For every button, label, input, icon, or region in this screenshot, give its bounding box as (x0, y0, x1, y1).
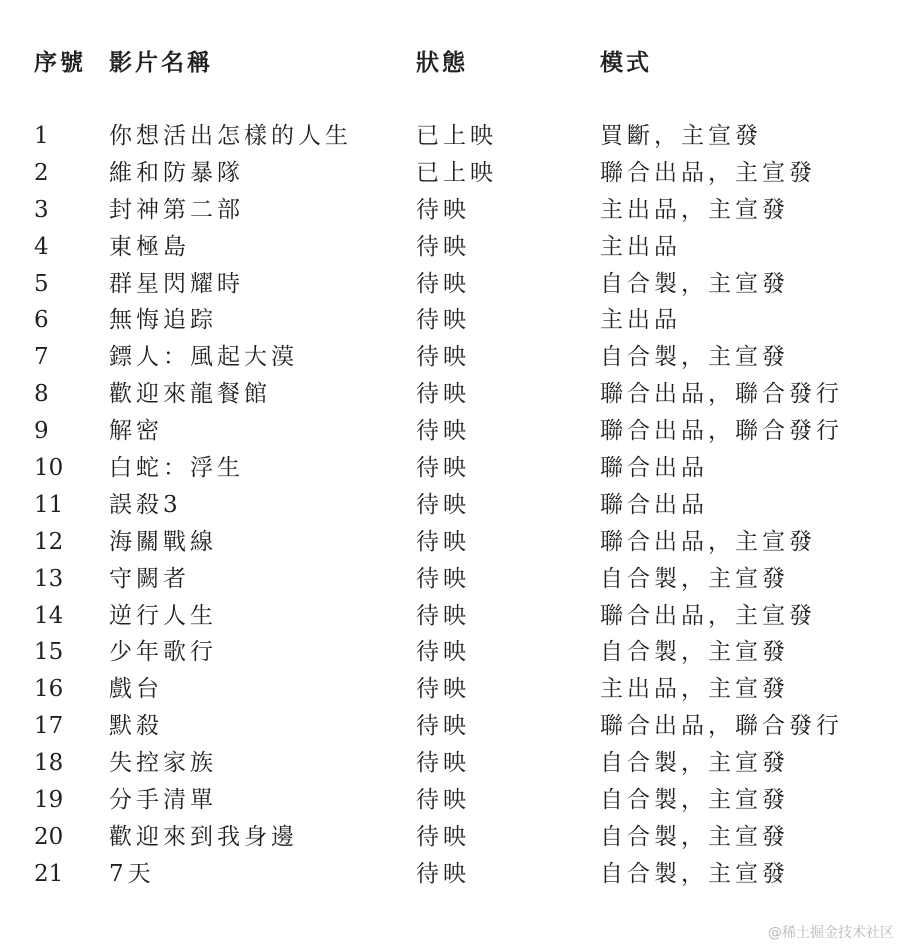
row-film-title: 海關戰線 (109, 528, 217, 555)
row-film-title: 群星閃耀時 (109, 270, 244, 297)
table-row (0, 229, 902, 266)
row-mode: 自合製，主宣發 (600, 823, 789, 850)
row-film-title: 守闕者 (109, 565, 190, 592)
row-mode: 聯合出品，主宣發 (600, 159, 816, 186)
row-film-title: 戲台 (109, 676, 163, 703)
row-film-title: 歡迎來到我身邊 (109, 823, 298, 850)
row-status: 待映 (416, 823, 470, 850)
row-mode: 聯合出品，主宣發 (600, 528, 816, 555)
row-number: 19 (34, 787, 64, 814)
row-status: 待映 (416, 307, 470, 334)
row-mode: 買斷，主宣發 (600, 123, 762, 149)
table-row (0, 339, 902, 376)
row-status: 待映 (416, 418, 470, 445)
film-table-body (0, 118, 902, 893)
row-number: 20 (34, 823, 64, 850)
row-film-title: 逆行人生 (109, 602, 217, 629)
row-number: 8 (34, 381, 49, 408)
row-status: 待映 (416, 491, 470, 518)
table-row (0, 118, 902, 155)
row-film-title: 歡迎來龍餐館 (109, 381, 271, 408)
row-film-title: 失控家族 (109, 750, 217, 777)
row-film-title: 維和防暴隊 (109, 159, 244, 186)
row-film-title: 解密 (109, 418, 163, 445)
row-status: 待映 (416, 787, 470, 814)
row-number: 21 (34, 860, 64, 887)
table-row (0, 450, 902, 487)
table-row (0, 782, 902, 819)
table-row (0, 192, 902, 229)
row-status: 待映 (416, 455, 470, 482)
table-row (0, 302, 902, 339)
table-row (0, 745, 902, 782)
row-status: 待映 (416, 565, 470, 592)
row-number: 9 (34, 418, 49, 445)
table-row (0, 524, 902, 561)
row-mode: 自合製，主宣發 (600, 639, 789, 666)
table-row (0, 819, 902, 856)
row-number: 15 (34, 639, 64, 666)
row-film-title: 誤殺3 (109, 491, 182, 518)
row-mode: 聯合出品 (600, 491, 708, 518)
row-mode: 自合製，主宣發 (600, 344, 789, 371)
row-status: 待映 (416, 860, 470, 887)
row-number: 3 (34, 196, 49, 223)
row-status: 已上映 (416, 159, 497, 186)
row-status: 待映 (416, 270, 470, 297)
row-status: 待映 (416, 639, 470, 666)
row-mode: 自合製，主宣發 (600, 787, 789, 814)
watermark-text: @稀土掘金技术社区 (768, 925, 894, 941)
table-row (0, 266, 902, 303)
row-mode: 自合製，主宣發 (600, 565, 789, 592)
row-film-title: 白蛇：浮生 (109, 455, 244, 482)
row-mode: 主出品，主宣發 (600, 676, 789, 703)
row-number: 17 (34, 713, 64, 740)
row-status: 待映 (416, 233, 470, 260)
table-row (0, 487, 902, 524)
row-mode: 自合製，主宣發 (600, 860, 789, 887)
row-number: 2 (34, 159, 49, 186)
table-row (0, 856, 902, 893)
row-status: 待映 (416, 344, 470, 371)
row-film-title: 7天 (109, 860, 155, 887)
table-row (0, 708, 902, 745)
header-status: 狀態 (416, 49, 468, 76)
row-mode: 自合製，主宣發 (600, 270, 789, 297)
row-status: 待映 (416, 713, 470, 740)
row-number: 4 (34, 233, 49, 260)
row-mode: 聯合出品，聯合發行 (600, 381, 843, 408)
row-number: 6 (34, 307, 49, 334)
row-number: 14 (34, 602, 64, 629)
row-mode: 聯合出品，聯合發行 (600, 713, 843, 740)
table-row (0, 671, 902, 708)
row-mode: 聯合出品，聯合發行 (600, 418, 843, 445)
row-film-title: 無悔追踪 (109, 307, 217, 334)
table-row (0, 561, 902, 598)
table-row (0, 413, 902, 450)
row-number: 18 (34, 750, 64, 777)
table-row (0, 155, 902, 192)
row-status: 待映 (416, 528, 470, 555)
row-film-title: 少年歌行 (109, 639, 217, 666)
row-number: 11 (34, 491, 64, 518)
row-mode: 主出品 (600, 307, 681, 334)
row-status: 已上映 (416, 123, 497, 149)
header-mode: 模式 (600, 49, 652, 76)
row-status: 待映 (416, 381, 470, 408)
header-number: 序號 (34, 49, 86, 76)
table-row (0, 598, 902, 635)
row-mode: 主出品，主宣發 (600, 196, 789, 223)
row-status: 待映 (416, 602, 470, 629)
row-number: 7 (34, 344, 49, 371)
table-header (0, 44, 902, 78)
row-status: 待映 (416, 676, 470, 703)
row-number: 13 (34, 565, 64, 592)
row-mode: 聯合出品 (600, 455, 708, 482)
table-row (0, 376, 902, 413)
row-number: 1 (34, 123, 49, 149)
row-mode: 自合製，主宣發 (600, 750, 789, 777)
row-film-title: 封神第二部 (109, 196, 244, 223)
row-number: 10 (34, 455, 64, 482)
row-status: 待映 (416, 750, 470, 777)
row-mode: 聯合出品，主宣發 (600, 602, 816, 629)
row-status: 待映 (416, 196, 470, 223)
header-film-title: 影片名稱 (109, 49, 213, 76)
row-film-title: 分手清單 (109, 787, 217, 814)
row-film-title: 東極島 (109, 233, 190, 260)
row-film-title: 鏢人：風起大漠 (109, 344, 298, 371)
row-mode: 主出品 (600, 233, 681, 260)
row-number: 5 (34, 270, 49, 297)
row-film-title: 默殺 (109, 713, 163, 740)
row-film-title: 你想活出怎樣的人生 (109, 123, 352, 149)
row-number: 16 (34, 676, 64, 703)
table-row (0, 634, 902, 671)
row-number: 12 (34, 528, 64, 555)
